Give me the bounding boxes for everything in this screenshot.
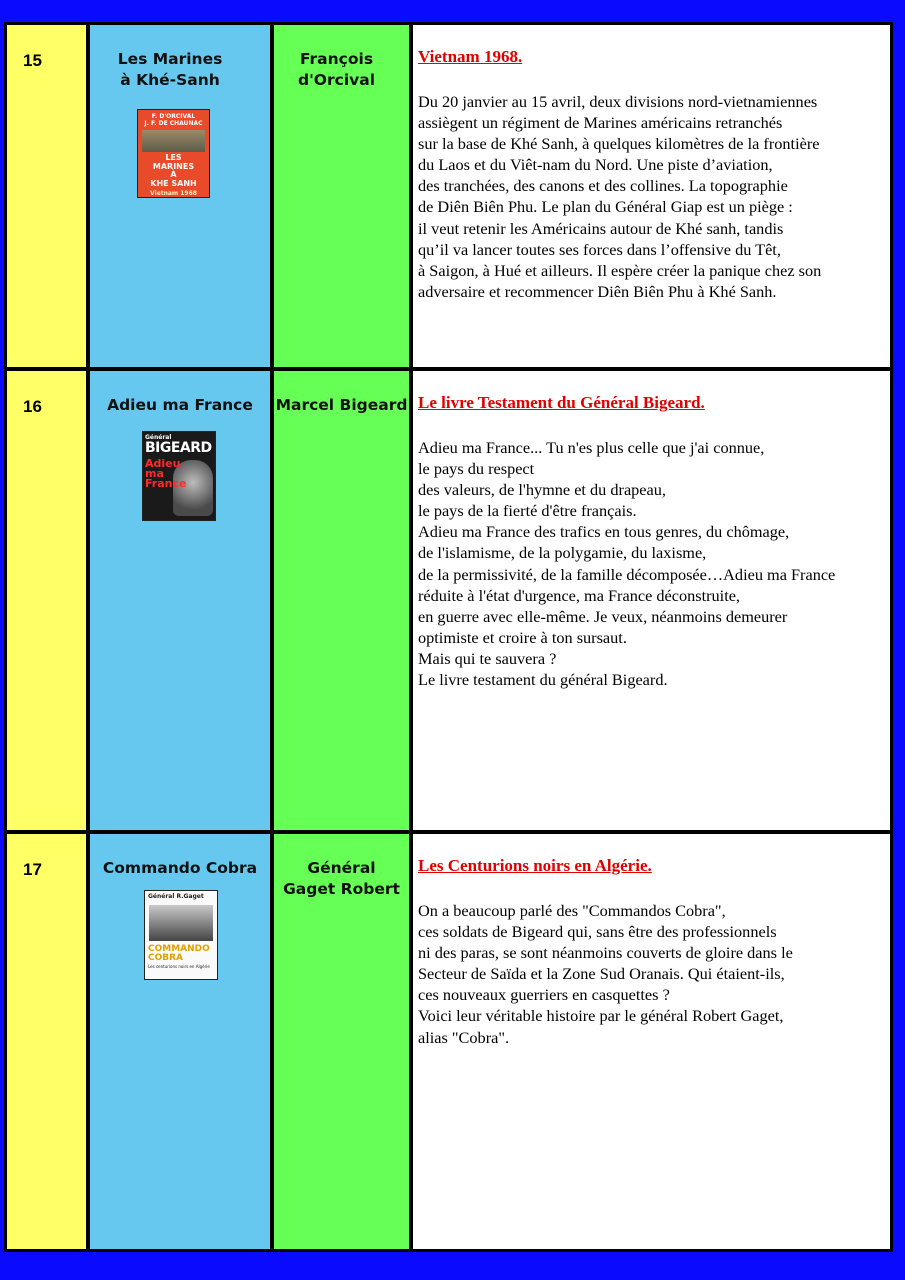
book-title: Commando Cobra: [102, 859, 258, 877]
title-cell: [90, 25, 270, 367]
description-cell: [413, 25, 890, 367]
row-number: 17: [23, 860, 42, 879]
cover-title: Adieu ma France: [145, 457, 187, 490]
book-cover: [137, 109, 210, 198]
author-cell: [274, 25, 409, 367]
book-cover: [144, 890, 218, 980]
table-row: [4, 371, 893, 830]
cover-title: COMMANDO COBRA: [148, 944, 210, 963]
author-cell: [274, 371, 409, 830]
cover-authors: F. D'ORCIVAL J. F. DE CHAUNAC: [144, 113, 203, 127]
description-headline: Le livre Testament du Général Bigeard.: [418, 393, 705, 412]
description-text: Adieu ma France... Tu n'es plus celle que j'ai connue, le pays du respect des valeurs, de l'hymne et du drapeau, le pays de la fierté d'être français. Adieu ma France des trafics en tous genres, du chômage, de l'islamisme, de la polygamie, du laxisme, de la permissivité, de la famille décomposée…Adieu ma France réduite à l'état d'urgence, ma France déconstruite, en guerre avec elle-même. Je veux, néanmoins demeurer optimiste et croire à ton sursaut. Mais qui te sauvera ? Le livre testament du général Bigeard.: [418, 438, 836, 690]
table-row: [4, 25, 893, 367]
author-cell: [274, 834, 409, 1249]
cover-subtitle: Les centurions noirs en Algérie: [148, 964, 210, 969]
book-cover: [142, 431, 216, 521]
cover-kicker: Général: [145, 434, 172, 441]
cover-author: Général R.Gaget: [148, 893, 204, 900]
book-author: Général Gaget Robert: [283, 859, 400, 898]
title-cell: [90, 834, 270, 1249]
cover-illustration: [142, 130, 205, 152]
description-cell: [413, 371, 890, 830]
book-table: [4, 22, 893, 1252]
row-number: 16: [23, 397, 42, 416]
title-cell: [90, 371, 270, 830]
description-cell: [413, 834, 890, 1249]
book-author: François d'Orcival: [297, 50, 376, 89]
description-text: Du 20 janvier au 15 avril, deux divisions nord-vietnamiennes assiègent un régiment de Marines américains retranchés sur la base de Khé Sanh, à quelques kilomètres de la frontière du Laos et du Viêt-nam du Nord. Une piste d’aviation, des tranchées, des canons et des collines. La topographie de Diên Biên Phu. Le plan du Général Giap est un piège : il veut retenir les Américains autour de Khé sanh, tandis qu’il va lancer toutes ses forces dans l’offensive du Têt, à Saigon, à Hué et ailleurs. Il espère créer la panique chez son adversaire et recommencer Diên Biên Phu à Khé Sanh.: [418, 92, 822, 301]
book-title: Les Marines à Khé-Sanh: [117, 50, 223, 89]
cover-subtitle: Vietnam 1968: [150, 190, 197, 197]
number-cell: [7, 834, 86, 1249]
description-text: On a beaucoup parlé des "Commandos Cobra", ces soldats de Bigeard qui, sans être des professionnels ni des paras, se sont néanmoins couverts de gloire dans le Secteur de Saïda et la Zone Sud Oranais. Qui étaient-ils, ces nouveaux guerriers en casquettes ? Voici leur véritable histoire par le général Robert Gaget, alias "Cobra".: [418, 901, 793, 1047]
cover-name: BIGEARD: [145, 440, 212, 456]
number-cell: [7, 371, 86, 830]
table-row: [4, 834, 893, 1249]
cover-photo: [149, 905, 213, 941]
row-number: 15: [23, 51, 42, 70]
cover-title: LES MARINES À KHE SANH: [150, 153, 197, 188]
book-title: Adieu ma France: [107, 396, 253, 414]
description-headline: Vietnam 1968.: [418, 47, 523, 66]
description-headline: Les Centurions noirs en Algérie.: [418, 856, 652, 875]
book-author: Marcel Bigeard: [275, 396, 408, 414]
